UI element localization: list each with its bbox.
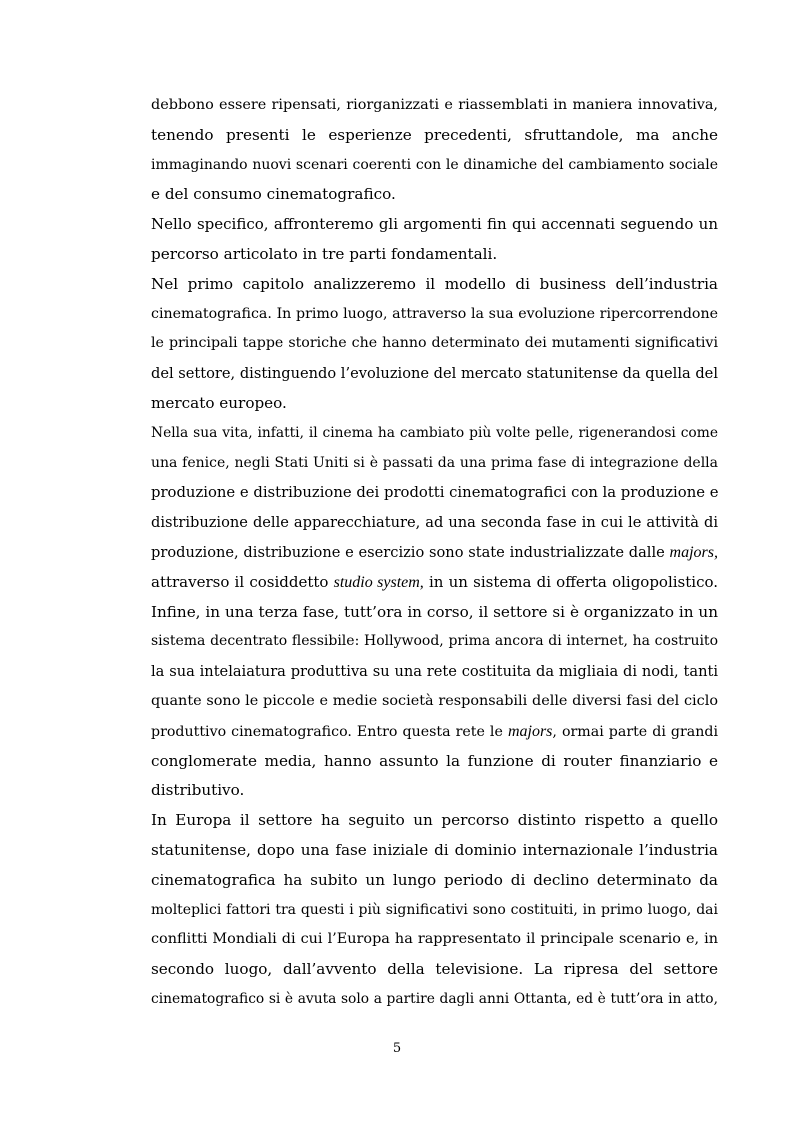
- text-line: [151, 508, 718, 538]
- text-run: conflitti Mondiali di cui l’Europa ha rappresentato il principale scenario e, in: [151, 931, 718, 948]
- text-line: [151, 598, 718, 628]
- text-run: tenendo presenti le esperienze precedenti, sfruttandole, ma anche: [151, 125, 718, 144]
- text-run: distributivo.: [151, 781, 245, 800]
- text-line: [151, 538, 718, 568]
- text-run: , ormai parte di grandi: [552, 723, 718, 740]
- text-line: [151, 210, 718, 240]
- text-run: una fenice, negli Stati Uniti si è passati da una prima fase di integrazione della: [151, 454, 718, 471]
- text-run: sistema decentrato flessibile: Hollywood, prima ancora di internet, ha costruito: [151, 633, 718, 650]
- text-line: [151, 270, 718, 300]
- text-line: [151, 449, 718, 479]
- text-run: conglomerate media, hanno assunto la funzione di router finanziario e: [151, 751, 718, 770]
- italic-text: studio system,: [333, 573, 424, 591]
- text-run: mercato europeo.: [151, 393, 287, 412]
- text-line: [151, 240, 718, 270]
- text-run: Nel primo capitolo analizzeremo il modello di business dell’industria: [151, 274, 718, 293]
- text-run: Infine, in una terza fase, tutt’ora in corso, il settore si è organizzato in un: [151, 602, 718, 621]
- text-line: [151, 717, 718, 747]
- text-line: [151, 329, 718, 359]
- text-run: del settore, distinguendo l’evoluzione del mercato statunitense da quella del: [151, 365, 718, 383]
- text-run: Nello specifico, affronteremo gli argomenti fin qui accennati seguendo un: [151, 215, 718, 234]
- text-run: Nella sua vita, infatti, il cinema ha cambiato più volte pelle, rigenerandosi come: [151, 424, 718, 441]
- text-line: [151, 776, 718, 806]
- text-line: [151, 955, 718, 985]
- text-run: quante sono le piccole e medie società responsabili delle diversi fasi del ciclo: [151, 692, 718, 709]
- body-text: [151, 91, 718, 1015]
- text-run: produzione, distribuzione e esercizio sono state industrializzate dalle: [151, 543, 670, 561]
- text-line: [151, 300, 718, 330]
- text-line: [151, 747, 718, 777]
- text-run: secondo luogo, dall’avvento della televisione. La ripresa del settore: [151, 960, 718, 979]
- text-line: [151, 925, 718, 955]
- italic-text: majors,: [669, 543, 718, 561]
- text-line: [151, 627, 718, 657]
- text-line: [151, 687, 718, 717]
- text-run: attraverso il cosiddetto: [151, 572, 334, 591]
- text-run: la sua intelaiatura produttiva su una rete costituita da migliaia di nodi, tanti: [151, 663, 718, 681]
- text-line: [151, 121, 718, 151]
- text-line: [151, 180, 718, 210]
- text-run: In Europa il settore ha seguito un percorso distinto rispetto a quello: [151, 811, 718, 830]
- text-run: percorso articolato in tre parti fondamentali.: [151, 244, 498, 263]
- text-run: in un sistema di offerta oligopolistico.: [423, 572, 718, 591]
- italic-text: majors: [507, 722, 553, 740]
- text-run: cinematografico si è avuta solo a partire dagli anni Ottanta, ed è tutt’ora in atto,: [151, 990, 718, 1007]
- text-run: le principali tappe storiche che hanno determinato dei mutamenti significativi: [151, 335, 718, 352]
- text-line: [151, 91, 718, 121]
- text-line: [151, 985, 718, 1015]
- text-line: [151, 866, 718, 896]
- text-run: immaginando nuovi scenari coerenti con le dinamiche del cambiamento sociale: [151, 156, 718, 173]
- text-line: [151, 657, 718, 687]
- text-run: produzione e distribuzione dei prodotti cinematografici con la produzione e: [151, 484, 718, 502]
- text-line: [151, 419, 718, 449]
- text-run: e del consumo cinematografico.: [151, 185, 396, 204]
- text-run: distribuzione delle apparecchiature, ad una seconda fase in cui le attività di: [151, 514, 718, 532]
- page-number: 5: [392, 1041, 402, 1056]
- text-run: molteplici fattori tra questi i più significativi sono costituiti, in primo luogo, dai: [151, 901, 718, 918]
- text-line: [151, 359, 718, 389]
- text-line: [151, 806, 718, 836]
- text-line: [151, 836, 718, 866]
- text-line: [151, 389, 718, 419]
- text-line: [151, 151, 718, 181]
- text-line: [151, 478, 718, 508]
- text-line: [151, 896, 718, 926]
- text-run: cinematografica. In primo luogo, attraverso la sua evoluzione ripercorrendone: [151, 305, 718, 322]
- text-run: statunitense, dopo una fase iniziale di dominio internazionale l’industria: [151, 840, 718, 859]
- text-run: produttivo cinematografico. Entro questa rete le: [151, 723, 508, 740]
- text-run: cinematografica ha subito un lungo periodo di declino determinato da: [151, 870, 718, 889]
- text-line: [151, 568, 718, 598]
- text-run: debbono essere ripensati, riorganizzati e riassemblati in maniera innovativa,: [151, 97, 718, 113]
